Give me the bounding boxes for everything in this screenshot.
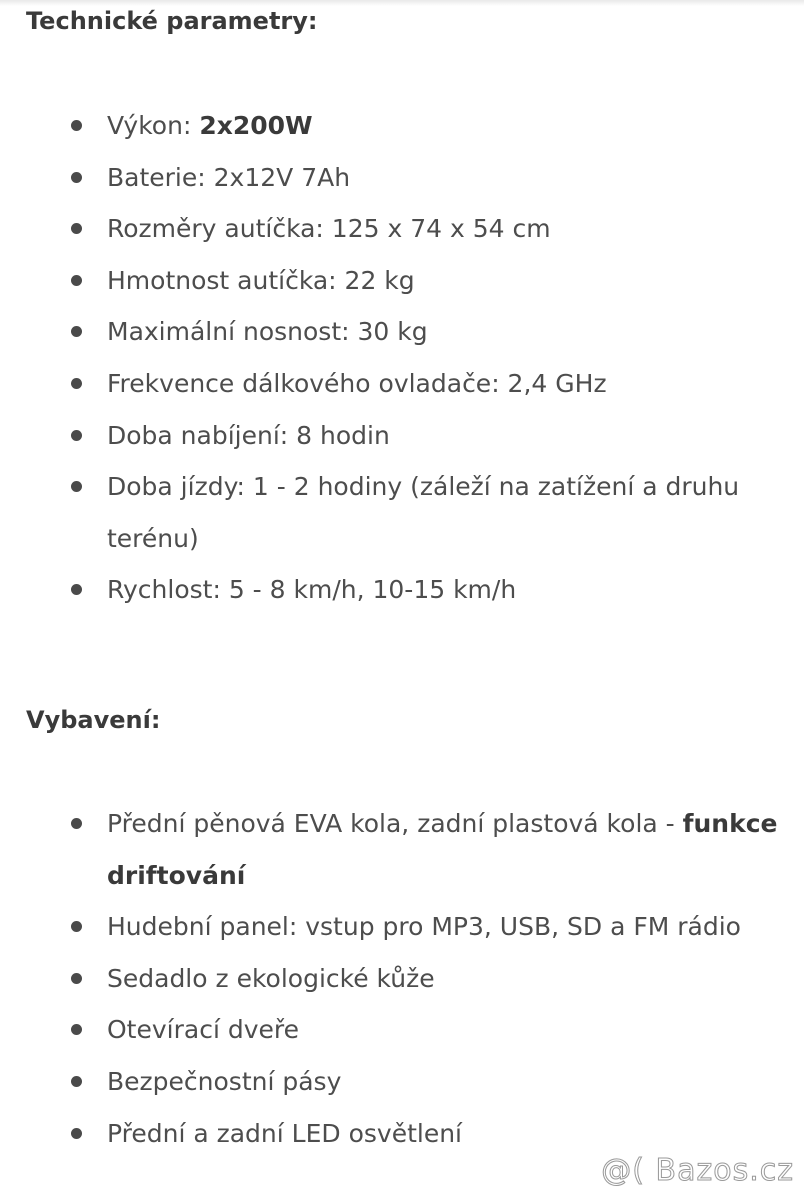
section-title-equipment: Vybavení: xyxy=(26,706,161,734)
list-item-music-panel xyxy=(0,901,790,953)
list-item-battery xyxy=(0,152,790,204)
item-text-bold: funkce driftování xyxy=(107,809,778,890)
item-text: Rozměry autíčka: 125 x 74 x 54 cm xyxy=(107,214,551,244)
item-text: Maximální nosnost: 30 kg xyxy=(107,317,428,347)
item-text: Baterie: 2x12V 7Ah xyxy=(107,162,351,192)
list-item-speed xyxy=(0,564,790,616)
item-text: Hmotnost autíčka: 22 kg xyxy=(107,265,415,295)
bullet-icon xyxy=(71,1128,82,1139)
item-text: Doba jízdy: 1 - 2 hodiny (záleží na zatížení a druhu terénu) xyxy=(107,472,740,553)
list-item-weight xyxy=(0,255,790,307)
bullet-icon xyxy=(71,921,82,932)
list-item-led-lights xyxy=(0,1108,790,1160)
bullet-icon xyxy=(71,1076,82,1087)
bullet-icon xyxy=(71,973,82,984)
bullet-icon xyxy=(71,120,82,131)
list-item-charging-time xyxy=(0,410,790,462)
list-item-max-load xyxy=(0,306,790,358)
list-item-remote-frequency xyxy=(0,358,790,410)
item-text: Přední a zadní LED osvětlení xyxy=(107,1118,463,1148)
bullet-icon xyxy=(71,326,82,337)
item-text-bold: 2x200W xyxy=(199,111,313,140)
technical-parameters-list xyxy=(0,100,790,616)
item-text: Rychlost: 5 - 8 km/h, 10-15 km/h xyxy=(107,575,517,605)
bazos-watermark: @( Bazos.cz xyxy=(601,1153,794,1188)
item-text: Sedadlo z ekologické kůže xyxy=(107,963,435,993)
item-text: Hudební panel: vstup pro MP3, USB, SD a FM rádio xyxy=(107,912,741,942)
item-text: Výkon: xyxy=(107,111,200,140)
list-item-seatbelts xyxy=(0,1056,790,1108)
item-text: Frekvence dálkového ovladače: 2,4 GHz xyxy=(107,368,607,398)
bullet-icon xyxy=(71,378,82,389)
bullet-icon xyxy=(71,223,82,234)
bullet-icon xyxy=(71,584,82,595)
item-text: Bezpečnostní pásy xyxy=(107,1066,342,1096)
list-item-doors xyxy=(0,1004,790,1056)
item-text: Doba nabíjení: 8 hodin xyxy=(107,420,390,450)
bullet-icon xyxy=(71,818,82,829)
bullet-icon xyxy=(71,430,82,441)
equipment-list xyxy=(0,798,790,1159)
item-text: Přední pěnová EVA kola, zadní plastová kola - xyxy=(107,809,683,838)
list-item-seat xyxy=(0,953,790,1005)
bullet-icon xyxy=(71,172,82,183)
list-item-power xyxy=(0,100,790,152)
item-text: Otevírací dveře xyxy=(107,1015,299,1045)
bullet-icon xyxy=(71,1024,82,1035)
bullet-icon xyxy=(71,481,82,492)
list-item-ride-time xyxy=(0,461,790,564)
section-title-technical-parameters: Technické parametry: xyxy=(26,7,318,35)
bullet-icon xyxy=(71,275,82,286)
list-item-dimensions xyxy=(0,203,790,255)
list-item-wheels xyxy=(0,798,790,901)
